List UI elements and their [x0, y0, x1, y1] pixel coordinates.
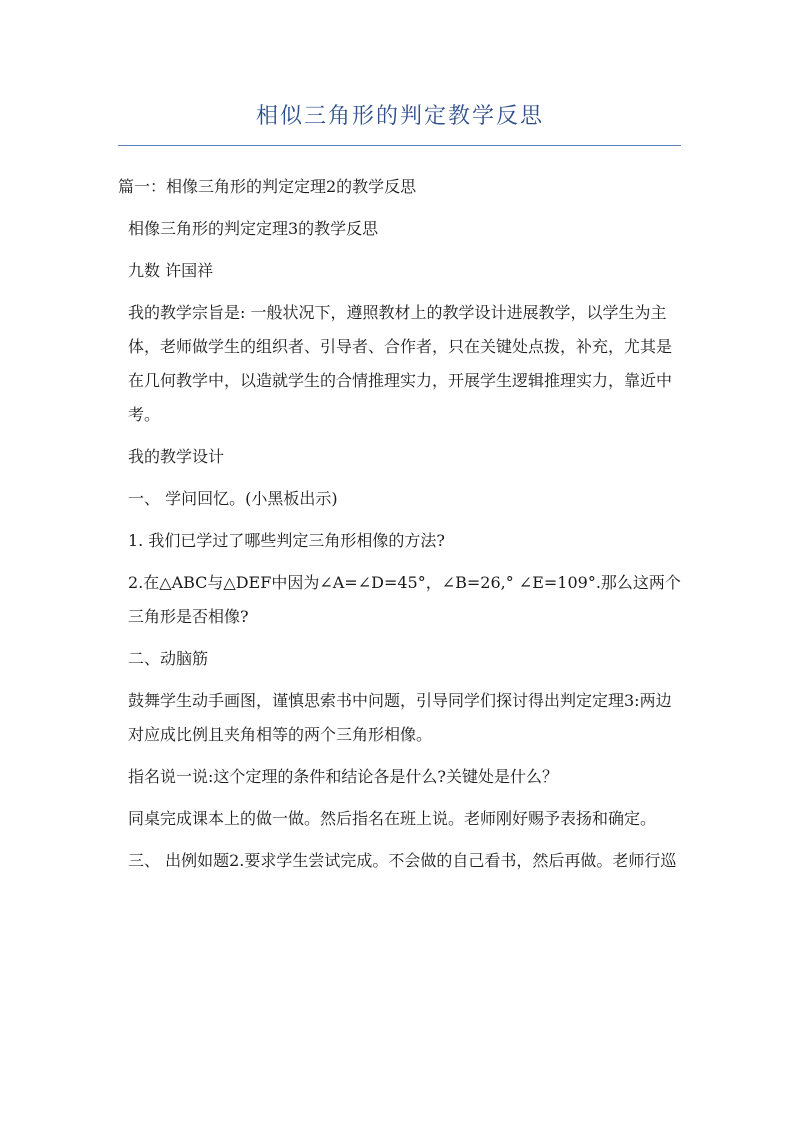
theorem-paragraph: 鼓舞学生动手画图，谨慎思索书中问题，引导同学们探讨得出判定定理3:两边对应成比例且夹角相等的两个三角形相像。 [128, 691, 672, 744]
teaching-philosophy-paragraph: 我的教学宗旨是: 一般状况下，遵照教材上的教学设计进展教学，以学生为主体，老师做学生的组织者、引导者、合作者，只在关键处点拨，补充，尤其是在几何教学中，以造就学生的合情推理实力，开展学生逻辑推理实力，靠近中考。 [128, 303, 673, 424]
example-paragraph: 三、 出例如题2.要求学生尝试完成。不会做的自己看书，然后再做。老师行巡 [128, 851, 677, 870]
question-2: 2.在△ABC与△DEF中因为∠A=∠D=45°，∠B=26,° ∠E=109°.那么这两个三角形是否相像? [128, 573, 681, 626]
document-body [118, 170, 684, 886]
title-divider [118, 145, 681, 146]
section-brainstorm-heading: 二、动脑筋 [128, 649, 209, 668]
document-title: 相似三角形的判定教学反思 [255, 104, 544, 129]
subtitle: 相像三角形的判定定理3的教学反思 [128, 219, 379, 238]
question-1: 1. 我们已学过了哪些判定三角形相像的方法? [128, 531, 445, 550]
exercise-paragraph: 同桌完成课本上的做一做。然后指名在班上说。老师刚好赐予表扬和确定。 [128, 809, 657, 828]
section-heading-1: 篇一：相像三角形的判定定理2的教学反思 [118, 177, 417, 196]
teaching-design-heading: 我的教学设计 [128, 447, 225, 466]
author-line: 九数 许国祥 [128, 261, 214, 280]
section-review-heading: 一、 学问回忆。(小黑板出示) [128, 489, 338, 508]
discussion-paragraph: 指名说一说:这个定理的条件和结论各是什么?关键处是什么？ [128, 767, 558, 786]
